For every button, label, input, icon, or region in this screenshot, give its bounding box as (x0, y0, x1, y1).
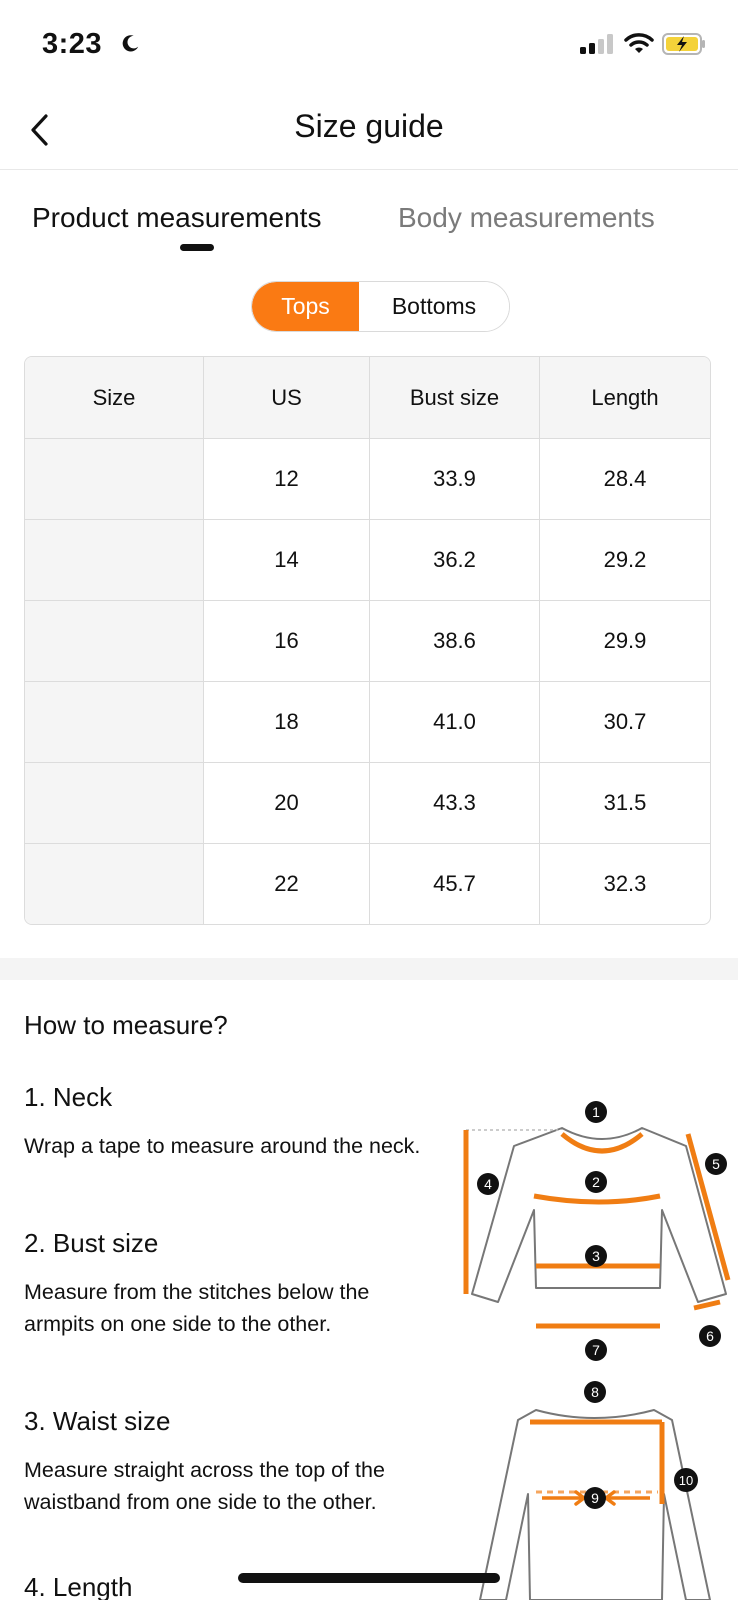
sweater-width-diagram (450, 1374, 738, 1600)
svg-text:9: 9 (591, 1490, 599, 1506)
segment-tops[interactable]: Tops (252, 282, 359, 331)
marker-4 (477, 1173, 499, 1195)
status-bar (0, 0, 738, 90)
us-cell: 14 (203, 520, 369, 600)
step-waist-title: 3. Waist size (24, 1406, 171, 1436)
svg-text:1: 1 (592, 1104, 600, 1120)
length-cell: 29.9 (539, 601, 710, 681)
column-header-bust-size: Bust size (369, 357, 539, 438)
size-cell (25, 520, 203, 600)
length-cell: 31.5 (539, 763, 710, 843)
how-to-measure-title: How to measure? (24, 1010, 228, 1040)
length-cell: 28.4 (539, 439, 710, 519)
wifi-icon (624, 32, 654, 54)
marker-1 (585, 1101, 607, 1123)
measurement-tabs (0, 190, 738, 260)
size-cell (25, 439, 203, 519)
svg-text:4: 4 (484, 1176, 492, 1192)
us-cell: 18 (203, 682, 369, 762)
length-cell: 29.2 (539, 520, 710, 600)
bust-cell: 43.3 (369, 763, 539, 843)
us-cell: 12 (203, 439, 369, 519)
table-row (25, 762, 710, 843)
marker-3 (585, 1245, 607, 1267)
svg-text:10: 10 (678, 1473, 694, 1488)
svg-text:5: 5 (712, 1156, 720, 1172)
column-header-size: Size (92, 384, 136, 410)
marker-2 (585, 1171, 607, 1193)
step-bust-desc: Measure from the stitches below the armpits on one side to the other. (24, 1280, 370, 1336)
marker-7 (585, 1339, 607, 1361)
svg-text:7: 7 (592, 1342, 600, 1358)
size-cell (25, 844, 203, 924)
marker-8 (584, 1381, 606, 1403)
table-row (25, 843, 710, 924)
bust-cell: 45.7 (369, 844, 539, 924)
bust-cell: 38.6 (369, 601, 539, 681)
size-cell (25, 763, 203, 843)
size-cell (25, 682, 203, 762)
step-length-title: 4. Length (24, 1572, 133, 1600)
us-cell: 20 (203, 763, 369, 843)
page-title: Size guide (294, 108, 444, 144)
size-table (24, 356, 711, 925)
table-row (25, 438, 710, 519)
status-time: 3:23 (42, 28, 103, 60)
table-row (25, 681, 710, 762)
table-row (25, 519, 710, 600)
us-cell: 22 (203, 844, 369, 924)
step-neck-desc: Wrap a tape to measure around the neck. (24, 1134, 421, 1158)
category-segmented-control (251, 281, 510, 332)
svg-text:6: 6 (706, 1328, 714, 1344)
marker-6 (699, 1325, 721, 1347)
column-header-us: US (203, 357, 369, 438)
svg-text:3: 3 (592, 1248, 600, 1264)
home-indicator (238, 1573, 500, 1583)
sweater-measure-diagram (450, 1098, 738, 1364)
battery-charging-icon (662, 33, 706, 55)
size-cell (25, 601, 203, 681)
table-row (25, 600, 710, 681)
svg-text:8: 8 (591, 1384, 599, 1400)
table-header-row (25, 357, 710, 438)
bust-cell: 33.9 (369, 439, 539, 519)
marker-10 (674, 1468, 698, 1492)
step-waist-desc: Measure straight across the top of the waistband from one side to the other. (24, 1458, 385, 1514)
active-tab-indicator (180, 244, 214, 251)
marker-9 (584, 1487, 606, 1509)
tab-product-measurements[interactable]: Product measurements (32, 202, 322, 233)
step-bust-title: 2. Bust size (24, 1228, 159, 1258)
length-cell: 32.3 (539, 844, 710, 924)
cellular-signal-icon (580, 34, 616, 54)
segment-bottoms[interactable]: Bottoms (359, 282, 509, 331)
section-divider (0, 958, 738, 980)
marker-5 (705, 1153, 727, 1175)
svg-text:2: 2 (592, 1174, 600, 1190)
us-cell: 16 (203, 601, 369, 681)
step-neck-title: 1. Neck (24, 1082, 113, 1112)
nav-header (0, 90, 738, 170)
column-header-length: Length (539, 357, 710, 438)
moon-icon (122, 34, 140, 52)
length-cell: 30.7 (539, 682, 710, 762)
bust-cell: 41.0 (369, 682, 539, 762)
tab-body-measurements[interactable]: Body measurements (398, 202, 655, 233)
bust-cell: 36.2 (369, 520, 539, 600)
